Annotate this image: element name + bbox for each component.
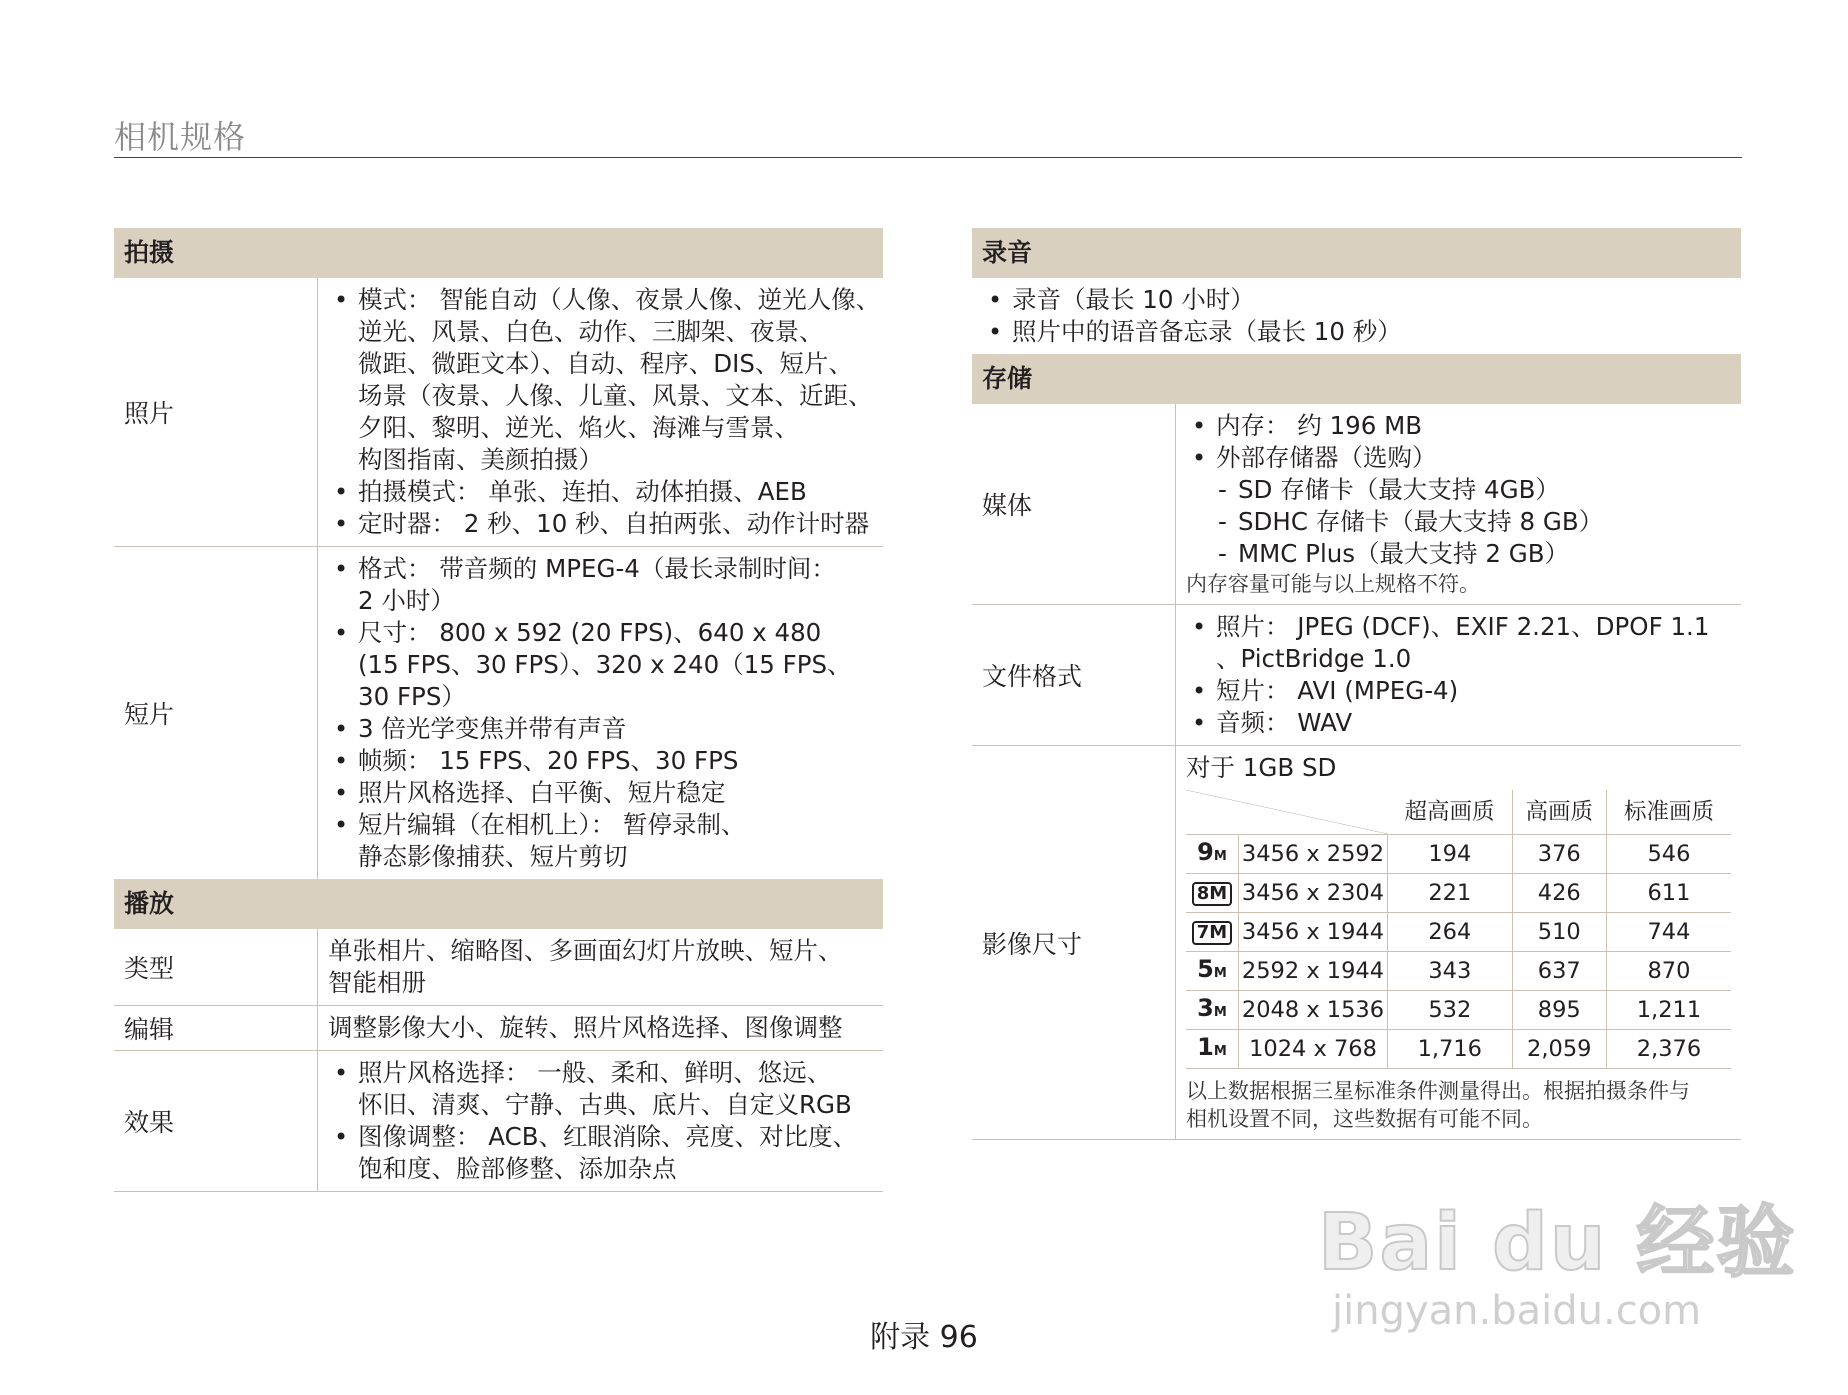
spec-label-effect: 效果 [114,1051,318,1191]
list-item: • 音频： WAV [1186,707,1741,739]
value-cell: 637 [1512,952,1606,991]
spec-label-movie: 短片 [114,547,318,879]
spec-row-movie [114,547,883,879]
list-item: • 模式： 智能自动（人像、夜景人像、逆光人像、 逆光、风景、白色、动作、三脚架、夜景、 微距、微距文本）、自动、程序、DIS、短片、 场景（夜景、人像、儿童、风景、文本、近距、 夕阳、黎明、逆光、焰火、海滩与雪景、 构图指南、美颜拍摄） [328,284,883,476]
list-item: • 尺寸： 800 x 592 (20 FPS)、640 x 480 (15 FPS、30 FPS）、320 x 240（15 FPS、 30 FPS） [328,617,883,713]
media-note: 内存容量可能与以上规格不符。 [1186,572,1480,596]
resolution-cell: 3456 x 2304 [1239,874,1388,913]
size-8m-wide-icon: 8M [1192,882,1232,906]
value-cell: 1,211 [1606,991,1731,1030]
watermark-url: jingyan.baidu.com [1332,1288,1702,1334]
right-spec-column [972,228,1741,1140]
audio-content [972,278,1741,354]
list-item: • 格式： 带音频的 MPEG-4（最长录制时间： 2 小时） [328,553,883,617]
value-cell: 264 [1388,913,1513,952]
value-cell: 611 [1606,874,1731,913]
column-header: 标准画质 [1606,790,1731,835]
table-row [1186,952,1731,991]
spec-content-photo [318,278,883,546]
list-item: • 短片： AVI (MPEG-4) [1186,675,1741,707]
spec-row-media [972,404,1741,605]
spec-content-movie [318,547,883,879]
value-cell: 194 [1388,835,1513,874]
image-size-table [1186,790,1731,1069]
column-header: 高画质 [1512,790,1606,835]
table-row [1186,1030,1731,1069]
list-item: • 照片中的语音备忘录（最长 10 秒） [982,316,1741,348]
resolution-cell: 1024 x 768 [1239,1030,1388,1069]
value-cell: 343 [1388,952,1513,991]
spec-content-type: 单张相片、缩略图、多画面幻灯片放映、短片、 智能相册 [328,936,843,997]
value-cell: 510 [1512,913,1606,952]
left-spec-column [114,228,883,1192]
spec-label-photo: 照片 [114,278,318,546]
list-item: • 照片风格选择： 一般、柔和、鲜明、悠远、 怀旧、清爽、宁静、古典、底片、自定义RGB [328,1057,883,1121]
list-item: • 录音（最长 10 小时） [982,284,1741,316]
table-corner-cell [1186,790,1388,835]
section-header-playback: 播放 [114,879,883,929]
watermark-brand: Bai du 经验 [1318,1198,1797,1288]
spec-content-image-size [1176,746,1741,1139]
title-divider [114,157,1742,158]
sub-list-item: - SDHC 存储卡（最大支持 8 GB） [1216,506,1741,538]
value-cell: 2,059 [1512,1030,1606,1069]
list-item: • 拍摄模式： 单张、连拍、动体拍摄、AEB [328,476,883,508]
value-cell: 744 [1606,913,1731,952]
resolution-cell: 3456 x 1944 [1239,913,1388,952]
list-item: • 照片风格选择、白平衡、短片稳定 [328,777,883,809]
list-item: • 图像调整： ACB、红眼消除、亮度、对比度、 饱和度、脸部修整、添加杂点 [328,1121,883,1185]
resolution-cell: 2592 x 1944 [1239,952,1388,991]
spec-content-edit: 调整影像大小、旋转、照片风格选择、图像调整 [328,1013,843,1042]
image-size-note: 以上数据根据三星标准条件测量得出。根据拍摄条件与 相机设置不同，这些数据有可能不同。 [1186,1079,1690,1131]
table-row [1186,913,1731,952]
spec-row-file-format [972,605,1741,746]
value-cell: 426 [1512,874,1606,913]
spec-label-media: 媒体 [972,404,1176,604]
list-item: • 外部存储器（选购） [1186,442,1741,474]
page-title: 相机规格 [114,118,247,156]
spec-row-edit [114,1006,883,1051]
table-row [1186,991,1731,1030]
value-cell: 1,716 [1388,1030,1513,1069]
spec-row-effect [114,1051,883,1192]
size-1m-icon: 1M [1197,1032,1227,1061]
table-row [1186,874,1731,913]
value-cell: 546 [1606,835,1731,874]
table-header-row [1186,790,1731,835]
size-9m-icon: 9M [1197,837,1227,866]
section-header-audio: 录音 [972,228,1741,278]
column-header: 超高画质 [1388,790,1513,835]
size-5m-icon: 5M [1197,954,1227,983]
sub-list-item: - SD 存储卡（最大支持 4GB） [1216,474,1741,506]
table-row [1186,835,1731,874]
size-3m-icon: 3M [1197,993,1227,1022]
resolution-cell: 3456 x 2592 [1239,835,1388,874]
value-cell: 2,376 [1606,1030,1731,1069]
list-item: • 照片： JPEG (DCF)、EXIF 2.21、DPOF 1.1 、PictBridge 1.0 [1186,611,1741,675]
spec-row-type [114,929,883,1006]
value-cell: 895 [1512,991,1606,1030]
spec-content-effect [318,1051,883,1191]
page-footer: 附录 96 [870,1320,978,1355]
spec-row-photo [114,278,883,547]
spec-content-media [1176,404,1741,604]
spec-row-image-size [972,746,1741,1140]
list-item: • 3 倍光学变焦并带有声音 [328,713,883,745]
spec-label-edit: 编辑 [114,1006,318,1050]
resolution-cell: 2048 x 1536 [1239,991,1388,1030]
list-item: • 内存： 约 196 MB [1186,410,1741,442]
value-cell: 532 [1388,991,1513,1030]
list-item: • 短片编辑（在相机上）： 暂停录制、 静态影像捕获、短片剪切 [328,809,883,873]
value-cell: 376 [1512,835,1606,874]
image-size-caption: 对于 1GB SD [1186,753,1337,782]
list-item: • 帧频： 15 FPS、20 FPS、30 FPS [328,745,883,777]
value-cell: 870 [1606,952,1731,991]
section-header-shoot: 拍摄 [114,228,883,278]
spec-content-file-format [1176,605,1741,745]
watermark [1318,1180,1797,1334]
spec-label-type: 类型 [114,929,318,1005]
value-cell: 221 [1388,874,1513,913]
spec-label-image-size: 影像尺寸 [972,746,1176,1139]
sub-list-item: - MMC Plus（最大支持 2 GB） [1216,538,1741,570]
section-header-storage: 存储 [972,354,1741,404]
list-item: • 定时器： 2 秒、10 秒、自拍两张、动作计时器 [328,508,883,540]
spec-label-file-format: 文件格式 [972,605,1176,745]
size-7m-wide-icon: 7M [1192,921,1232,945]
